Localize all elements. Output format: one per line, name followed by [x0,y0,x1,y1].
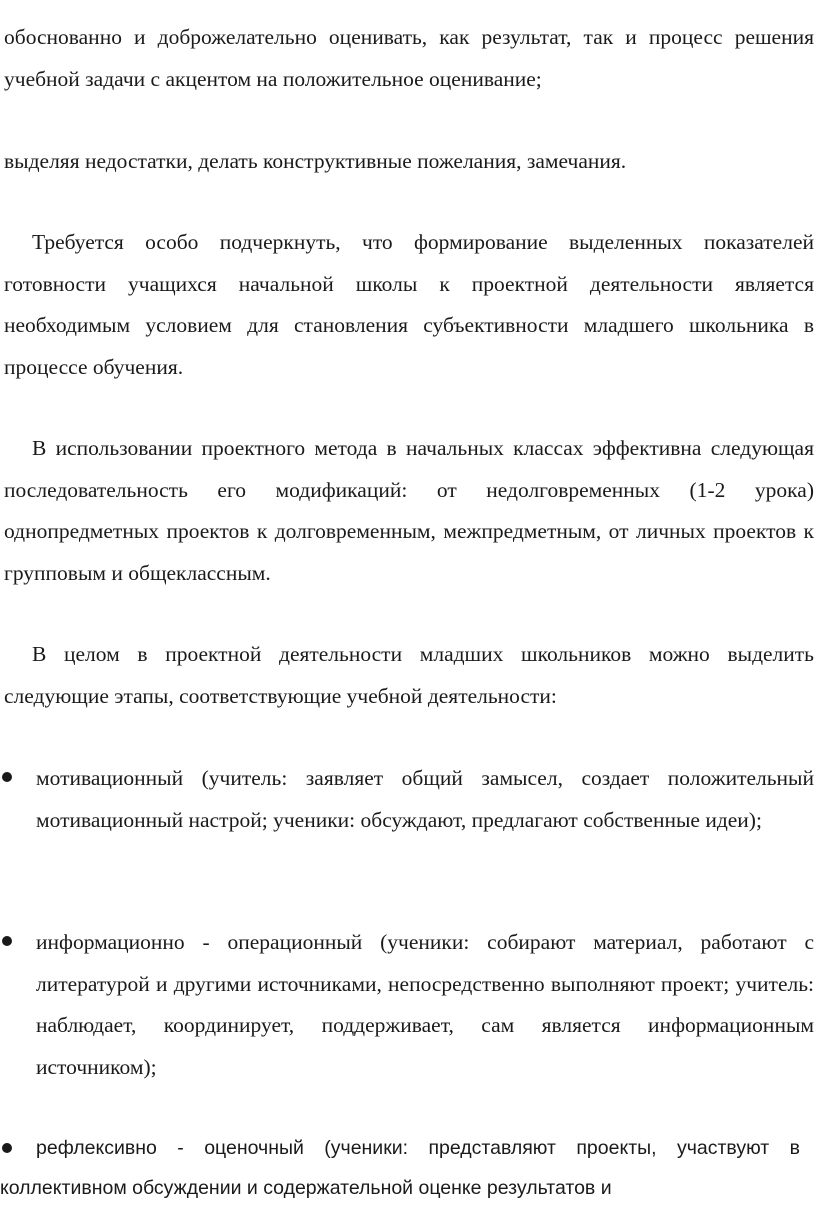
bullet-dot-icon [2,772,12,782]
paragraph-project-method: В использовании проектного метода в начальных классах эффективна следующая последовательность его модификаций: от недолговременных (1-2 урока) однопредметных проектов к долговременным, межпредметным, от личных проектов к групповым и общеклассным. [4,436,814,585]
paragraph-shortcomings: выделяя недостатки, делать конструктивные пожелания, замечания. [4,149,627,173]
paragraph-stages-intro: В целом в проектной деятельности младших школьников можно выделить следующие этапы, соответствующие учебной деятельности: [4,642,814,708]
bullet-dot-icon [2,936,12,946]
stage-text: рефлексивно - оценочный (ученики: представляют проекты, участвуют в коллективном обсуждении и содержательной оценке результатов и [0,1137,800,1199]
stage-text: мотивационный (учитель: заявляет общий замысел, создает положительный мотивационный настрой; ученики: обсуждают, предлагают собственные идеи); [36,766,814,832]
paragraph-evaluation: обоснованно и доброжелательно оценивать, как результат, так и процесс решения учебной задачи с акцентом на положительное оценивание; [4,25,814,91]
stage-text: информационно - операционный (ученики: собирают материал, работают с литературой и другими источниками, непосредственно выполняют проект; учитель: наблюдает, координирует, поддерживает, сам является информационным источником); [36,930,814,1079]
paragraph-readiness: Требуется особо подчеркнуть, что формирование выделенных показателей готовности учащихся начальной школы к проектной деятельности является необходимым условием для становления субъективности младшего школьника в процессе обучения. [4,230,814,379]
